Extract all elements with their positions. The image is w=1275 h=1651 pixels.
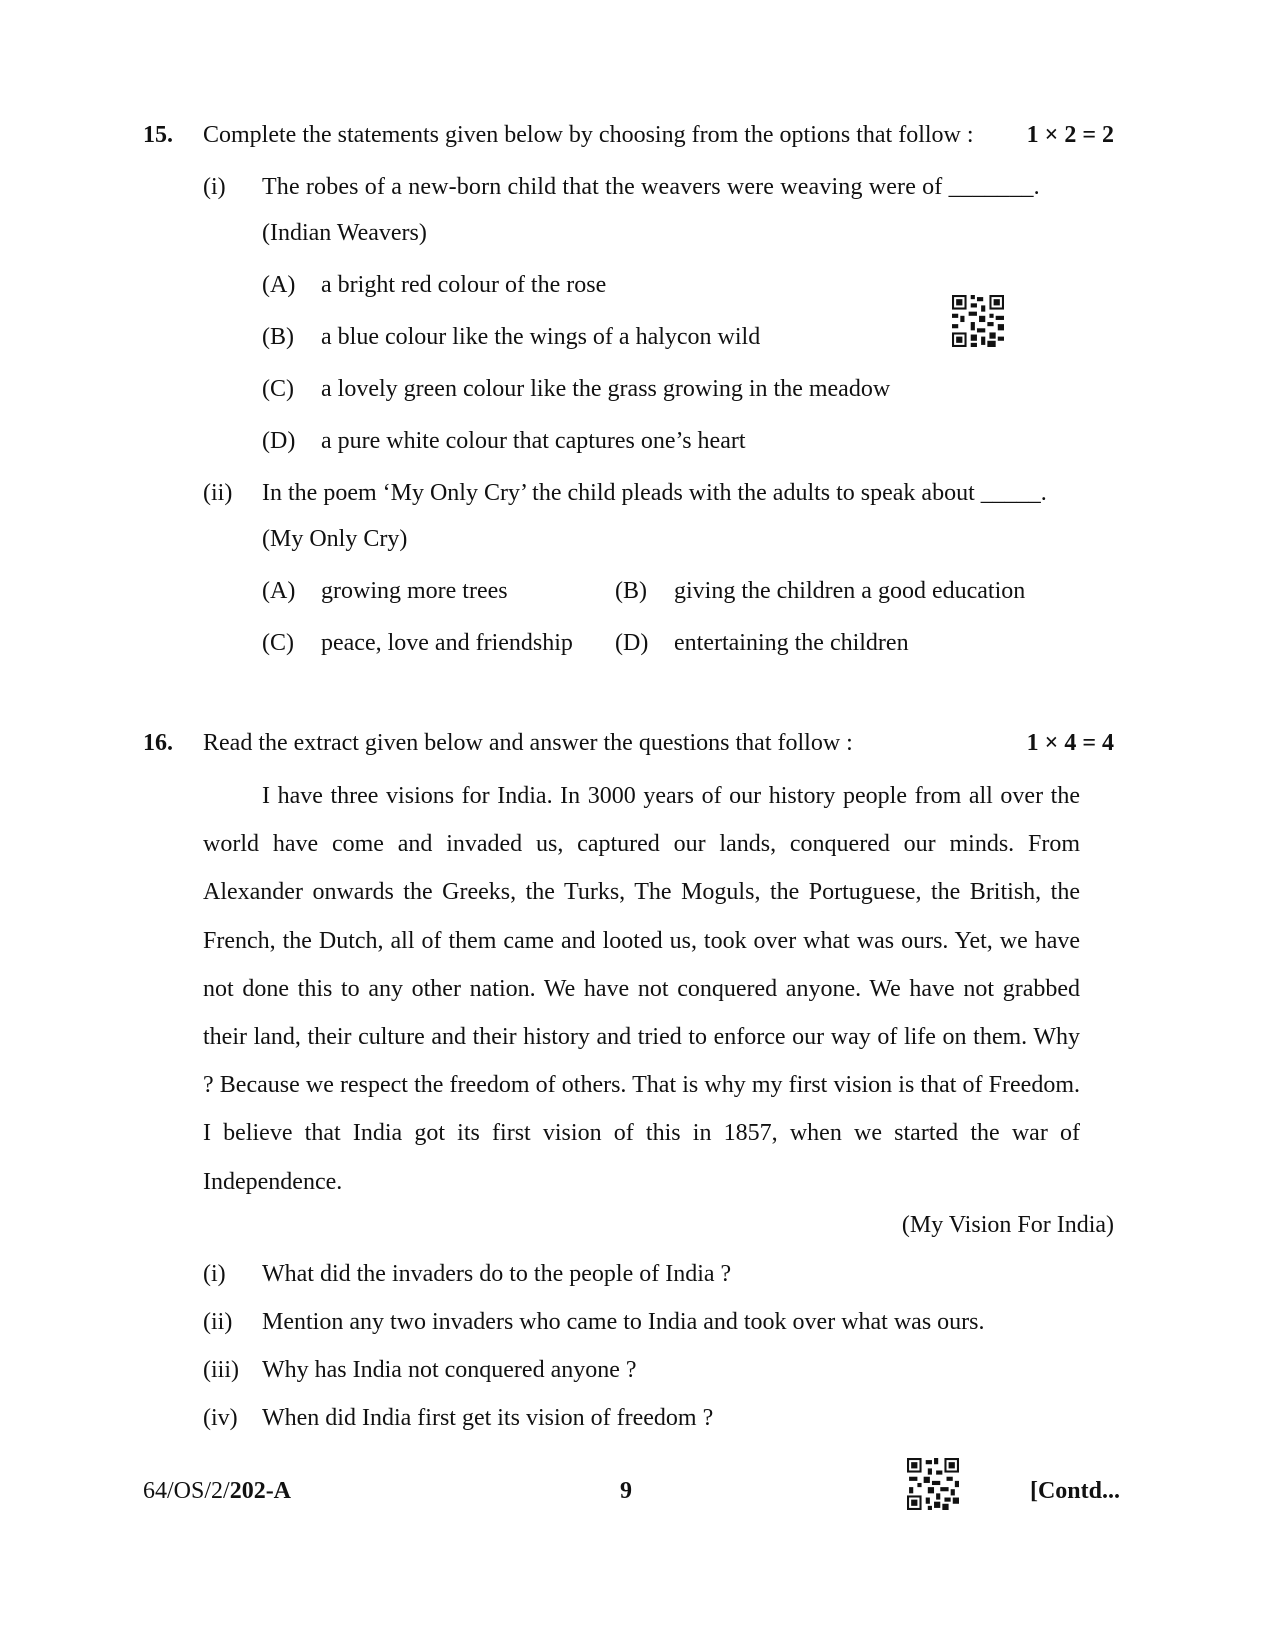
q15-part-i-source: (Indian Weavers) <box>262 220 427 246</box>
q16-marks: 1 × 4 = 4 <box>1026 730 1114 756</box>
q16-question-iii-text: Why has India not conquered anyone ? <box>262 1357 637 1383</box>
contd-marker: [Contd... <box>1029 1478 1120 1504</box>
q16-question-i-text: What did the invaders do to the people of India ? <box>262 1261 732 1287</box>
q15-ii-option-d-label: (D) <box>615 630 649 656</box>
q15-ii-option-c-label: (C) <box>262 630 294 656</box>
q15-number: 15. <box>143 122 173 148</box>
q15-ii-option-b-label: (B) <box>615 578 647 604</box>
q15-part-ii-question: In the poem ‘My Only Cry’ the child pleads with the adults to speak about _____. <box>262 480 1047 506</box>
q15-part-ii-source: (My Only Cry) <box>262 526 408 552</box>
q15-i-option-d-label: (D) <box>262 428 296 454</box>
q15-marks: 1 × 2 = 2 <box>1026 122 1114 148</box>
q15-ii-option-a-label: (A) <box>262 578 296 604</box>
q15-ii-option-b-text: giving the children a good education <box>674 578 1026 604</box>
q16-question-iii-label: (iii) <box>203 1357 239 1383</box>
q15-i-option-c-text: a lovely green colour like the grass growing in the meadow <box>321 376 891 402</box>
q16-question-iv-label: (iv) <box>203 1405 238 1431</box>
q16-number: 16. <box>143 730 173 756</box>
q15-ii-option-c-text: peace, love and friendship <box>321 630 573 656</box>
q16-question-i-label: (i) <box>203 1261 226 1287</box>
q15-prompt: Complete the statements given below by choosing from the options that follow : <box>203 122 974 148</box>
q15-i-option-c-label: (C) <box>262 376 294 402</box>
q15-part-ii-label: (ii) <box>203 480 233 506</box>
q16-question-iv-text: When did India first get its vision of freedom ? <box>262 1405 714 1431</box>
q15-i-option-a-label: (A) <box>262 272 296 298</box>
footer-code-bold: 202-A <box>229 1478 292 1504</box>
footer-code-prefix: 64/OS/2/ <box>143 1478 230 1504</box>
q16-source: (My Vision For India) <box>901 1212 1114 1238</box>
q15-ii-option-a-text: growing more trees <box>321 578 508 604</box>
q16-prompt: Read the extract given below and answer the questions that follow : <box>203 730 853 756</box>
q15-i-option-b-text: a blue colour like the wings of a halycon wild <box>321 324 761 350</box>
footer-qr-code-icon <box>907 1458 959 1510</box>
q15-i-option-b-label: (B) <box>262 324 294 350</box>
qr-code-icon <box>952 295 1004 347</box>
q15-part-i-question-text: The robes of a new-born child that the weavers were weaving were of _______. <box>262 174 1040 200</box>
q15-i-option-a-text: a bright red colour of the rose <box>321 272 607 298</box>
q15-ii-option-d-text: entertaining the children <box>674 630 909 656</box>
page-number: 9 <box>620 1478 632 1504</box>
q16-question-ii-text: Mention any two invaders who came to India and took over what was ours. <box>262 1309 985 1335</box>
q15-part-i-label: (i) <box>203 174 226 200</box>
footer-paper-code <box>143 1478 291 1505</box>
q15-i-option-d-text: a pure white colour that captures one’s heart <box>321 428 746 454</box>
q16-passage: I have three visions for India. In 3000 years of our history people from all over the world have come and invaded us, captured our lands, conquered our minds. From Alexander onwards the Greeks, the Turks, The Moguls, the Portuguese, the British, the French, the Dutch, all of them came and looted us, took over what was ours. Yet, we have not done this to any other nation. We have not conquered anyone. We have not grabbed their land, their culture and their history and tried to enforce our way of life on them. Why ? Because we respect the freedom of others. That is why my first vision is that of Freedom. I believe that India got its first vision of this in 1857, when we started the war of Independence. <box>203 783 1080 1195</box>
q15-part-i-question <box>262 174 1080 201</box>
q16-question-ii-label: (ii) <box>203 1309 233 1335</box>
